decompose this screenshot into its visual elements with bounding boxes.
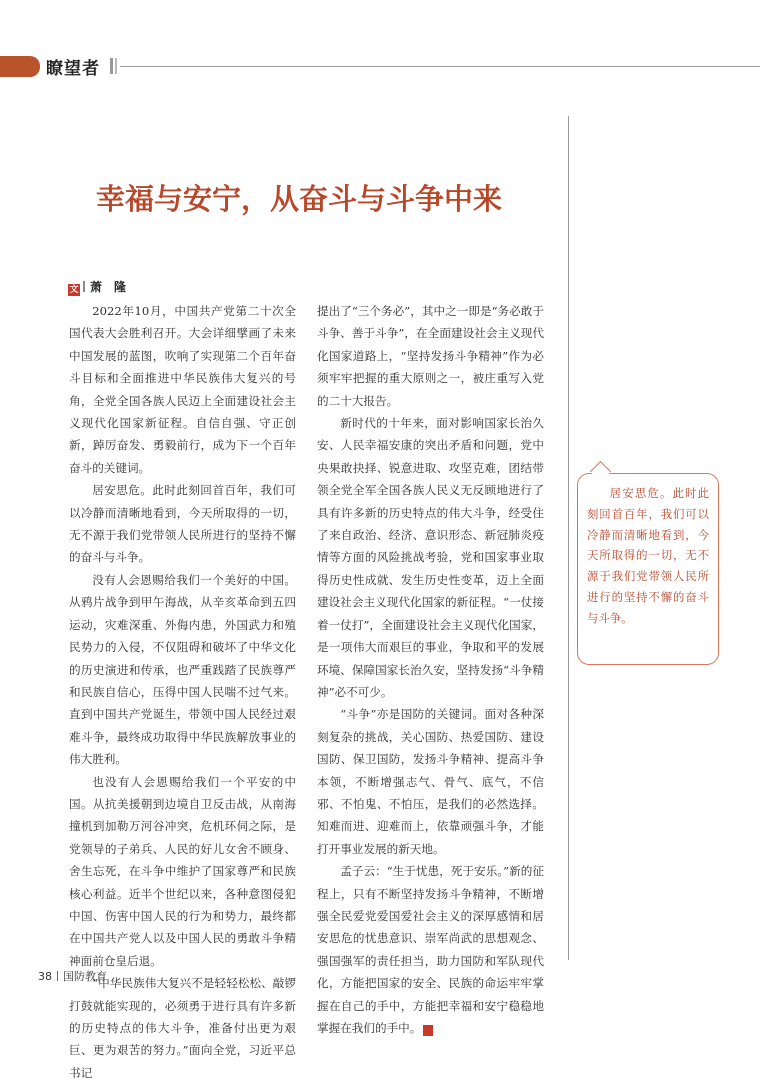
pull-quote [577, 473, 719, 665]
page-number: 38 [38, 970, 52, 983]
section-divider-mark [110, 58, 113, 74]
author-name: 萧 隆 [90, 280, 127, 294]
header-rule [120, 66, 760, 67]
final-paragraph-text: 孟子云：“生于忧患，死于安乐。”新的征程上，只有不断坚持发扬斗争精神，不断增强全民爱党爱国爱社会主义的深厚感情和居安思危的忧患意识、崇军尚武的思想观念、强国强军的责任担当，助力国防和军队现代化，方能把国家的安全、民族的命运牢牢掌握在自己的手中，方能把幸福和安宁稳稳地掌握在我们的手中。 [317, 864, 544, 1035]
body-paragraph [317, 860, 544, 1039]
body-paragraph: “中华民族伟大复兴不是轻轻松松、敲锣打鼓就能实现的，必须勇于进行具有许多新的历史特点的伟大斗争，准备付出更为艰巨、更为艰苦的努力。”面向全党，习近平总书记 [69, 976, 296, 1080]
pull-quote-text: 居安思危。此时此刻回首百年，我们可以冷静而清晰地看到，今天所取得的一切，无不源于我们党带领人民所进行的坚持不懈的奋斗与斗争。 [587, 486, 709, 625]
body-paragraph: 提出了“三个务必”，其中之一即是“务必敢于斗争、善于斗争”，在全面建设社会主义现代化国家道路上，“坚持发扬斗争精神”作为必须牢牢把握的重大原则之一，被庄重写入党的二十大报告。 [317, 304, 544, 408]
publication-name: 国防教育 [63, 970, 107, 983]
left-column [69, 300, 296, 1084]
author-line [68, 278, 126, 296]
body-paragraph: 没有人会恩赐给我们一个美好的中国。从鸦片战争到甲午海战，从辛亥革命到五四运动，灾难深重、外侮内患，外国武力和殖民势力的入侵，不仅阻碍和破坏了中华文化的历史演进和传承，也严重践踏了民族尊严和民族自信心，压得中国人民喘不过气来。直到中国共产党诞生，带领中国人民经过艰难斗争，最终成功取得中华民族解放事业的伟大胜利。 [69, 572, 296, 767]
author-tag-icon: 文 [69, 285, 79, 295]
author-separator [83, 281, 85, 292]
right-column [317, 300, 544, 1039]
section-divider-mark-thin [115, 58, 117, 74]
body-paragraph: 2022年10月，中国共产党第二十次全国代表大会胜利召开。大会详细擘画了未来中国发展的蓝图，吹响了实现第二个百年奋斗目标和全面推进中华民族伟大复兴的号角，全党全国各族人民迈上全面建设社会主义现代化国家新征程。自信自强、守正创新，踔厉奋发、勇毅前行，成为下一个百年奋斗的关键词。 [69, 304, 296, 475]
body-paragraph: 新时代的十年来，面对影响国家长治久安、人民幸福安康的突出矛盾和问题，党中央果敢抉择、锐意进取、攻坚克难，团结带领全党全军全国各族人民义无反顾地进行了具有许多新的历史特点的伟大斗争，经受住了来自政治、经济、意识形态、新冠肺炎疫情等方面的风险挑战考验，党和国家事业取得历史性成就、发生历史性变革，迈上全面建设社会主义现代化国家的新征程。“一仗接着一仗打”，全面建设社会主义现代化国家，是一项伟大而艰巨的事业，争取和平的发展环境、保障国家长治久安，坚持发扬“斗争精神”必不可少。 [317, 416, 544, 699]
body-paragraph: 居安思危。此时此刻回首百年，我们可以冷静而清晰地看到，今天所取得的一切，无不源于我们党带领人民所进行的坚持不懈的奋斗与斗争。 [69, 483, 296, 565]
page-footer [38, 968, 107, 984]
article-title: 幸福与安宁，从奋斗与斗争中来 [96, 182, 503, 216]
column-rule [568, 116, 569, 960]
section-accent-bar [0, 56, 40, 77]
end-mark-icon: G [423, 1025, 433, 1036]
section-title: 瞭望者 [46, 59, 100, 79]
body-paragraph: 也没有人会恩赐给我们一个平安的中国。从抗美援朝到边境自卫反击战，从南海撞机到加勒万河谷冲突，危机环伺之际，是党领导的子弟兵、人民的好儿女舍不顾身、舍生忘死，在斗争中维护了国家尊严和民族核心利益。近半个世纪以来，各种意图侵犯中国、伤害中国人民的行为和势力，最终都在中国共产党人以及中国人民的勇敢斗争精神面前仓皇后退。 [69, 774, 296, 968]
body-paragraph: “斗争”亦是国防的关键词。面对各种深刻复杂的挑战，关心国防、热爱国防、建设国防、保卫国防，发扬斗争精神、提高斗争本领，不断增强志气、骨气、底气，不信邪、不怕鬼、不怕压，是我们的必然选择。知难而进、迎难而上，依靠顽强斗争，才能打开事业发展的新天地。 [317, 707, 544, 856]
footer-divider [57, 971, 58, 981]
